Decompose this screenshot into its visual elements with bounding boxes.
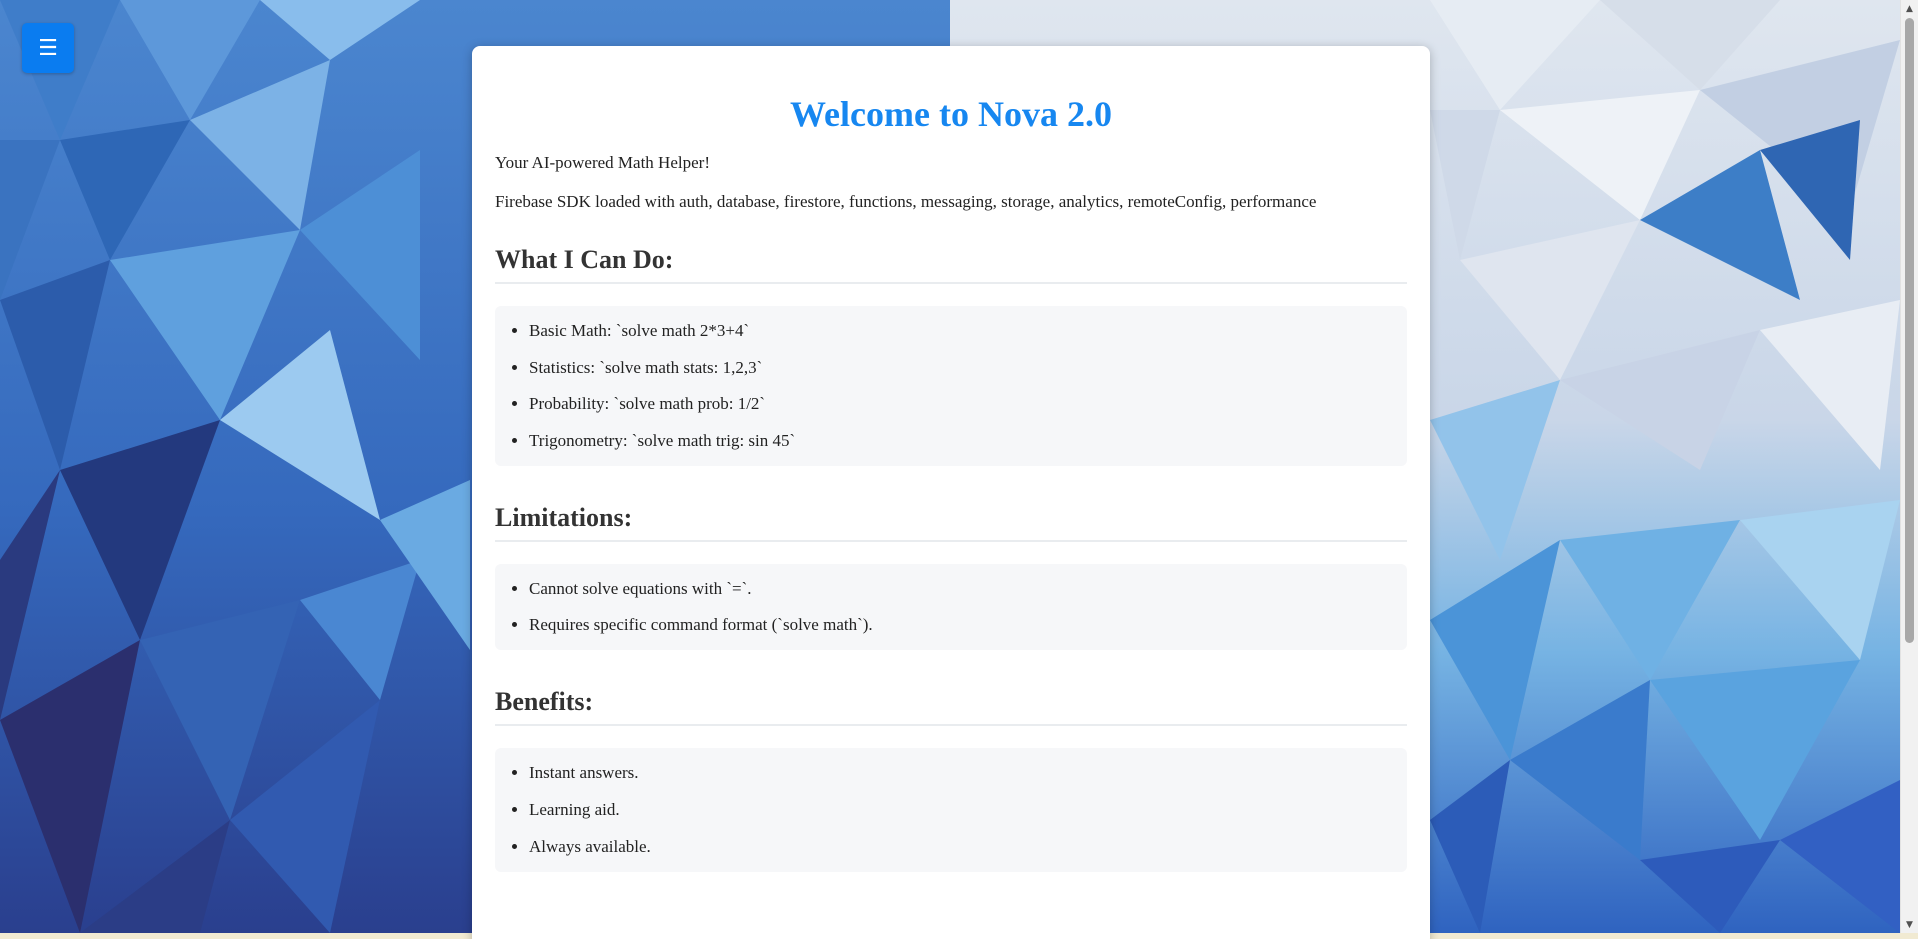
list-item: • Always available. xyxy=(529,836,1407,858)
list-item: • Probability: `solve math prob: 1/2` xyxy=(529,393,1407,415)
limitations-list xyxy=(495,578,1407,637)
menu-button[interactable] xyxy=(22,23,74,73)
list-item: • Basic Math: `solve math 2*3+4` xyxy=(529,320,1407,342)
scrollbar-thumb[interactable] xyxy=(1905,18,1914,643)
main-card xyxy=(472,46,1430,939)
capabilities-box xyxy=(495,306,1407,466)
tagline: Your AI-powered Math Helper! xyxy=(495,153,710,172)
capabilities-heading: What I Can Do: xyxy=(495,244,1407,284)
list-item: • Instant answers. xyxy=(529,762,1407,784)
sdk-status-text: Firebase SDK loaded with auth, database, firestore, functions, messaging, storage, analytics, remoteConfig, performance xyxy=(495,192,1317,211)
limitations-box xyxy=(495,564,1407,651)
list-item: • Statistics: `solve math stats: 1,2,3` xyxy=(529,357,1407,379)
list-item: • Learning aid. xyxy=(529,799,1407,821)
limitations-heading: Limitations: xyxy=(495,502,1407,542)
list-item: • Trigonometry: `solve math trig: sin 45` xyxy=(529,430,1407,452)
benefits-heading: Benefits: xyxy=(495,686,1407,726)
scroll-up-arrow-icon[interactable]: ▲ xyxy=(1906,3,1913,14)
benefits-box xyxy=(495,748,1407,871)
benefits-list xyxy=(495,762,1407,857)
page-title: Welcome to Nova 2.0 xyxy=(790,94,1112,134)
scroll-down-arrow-icon[interactable]: ▼ xyxy=(1906,919,1913,930)
vertical-scrollbar[interactable] xyxy=(1900,0,1918,933)
list-item: • Requires specific command format (`solve math`). xyxy=(529,614,1407,636)
capabilities-list xyxy=(495,320,1407,452)
hamburger-icon: ☰ xyxy=(38,35,58,61)
list-item: • Cannot solve equations with `=`. xyxy=(529,578,1407,600)
